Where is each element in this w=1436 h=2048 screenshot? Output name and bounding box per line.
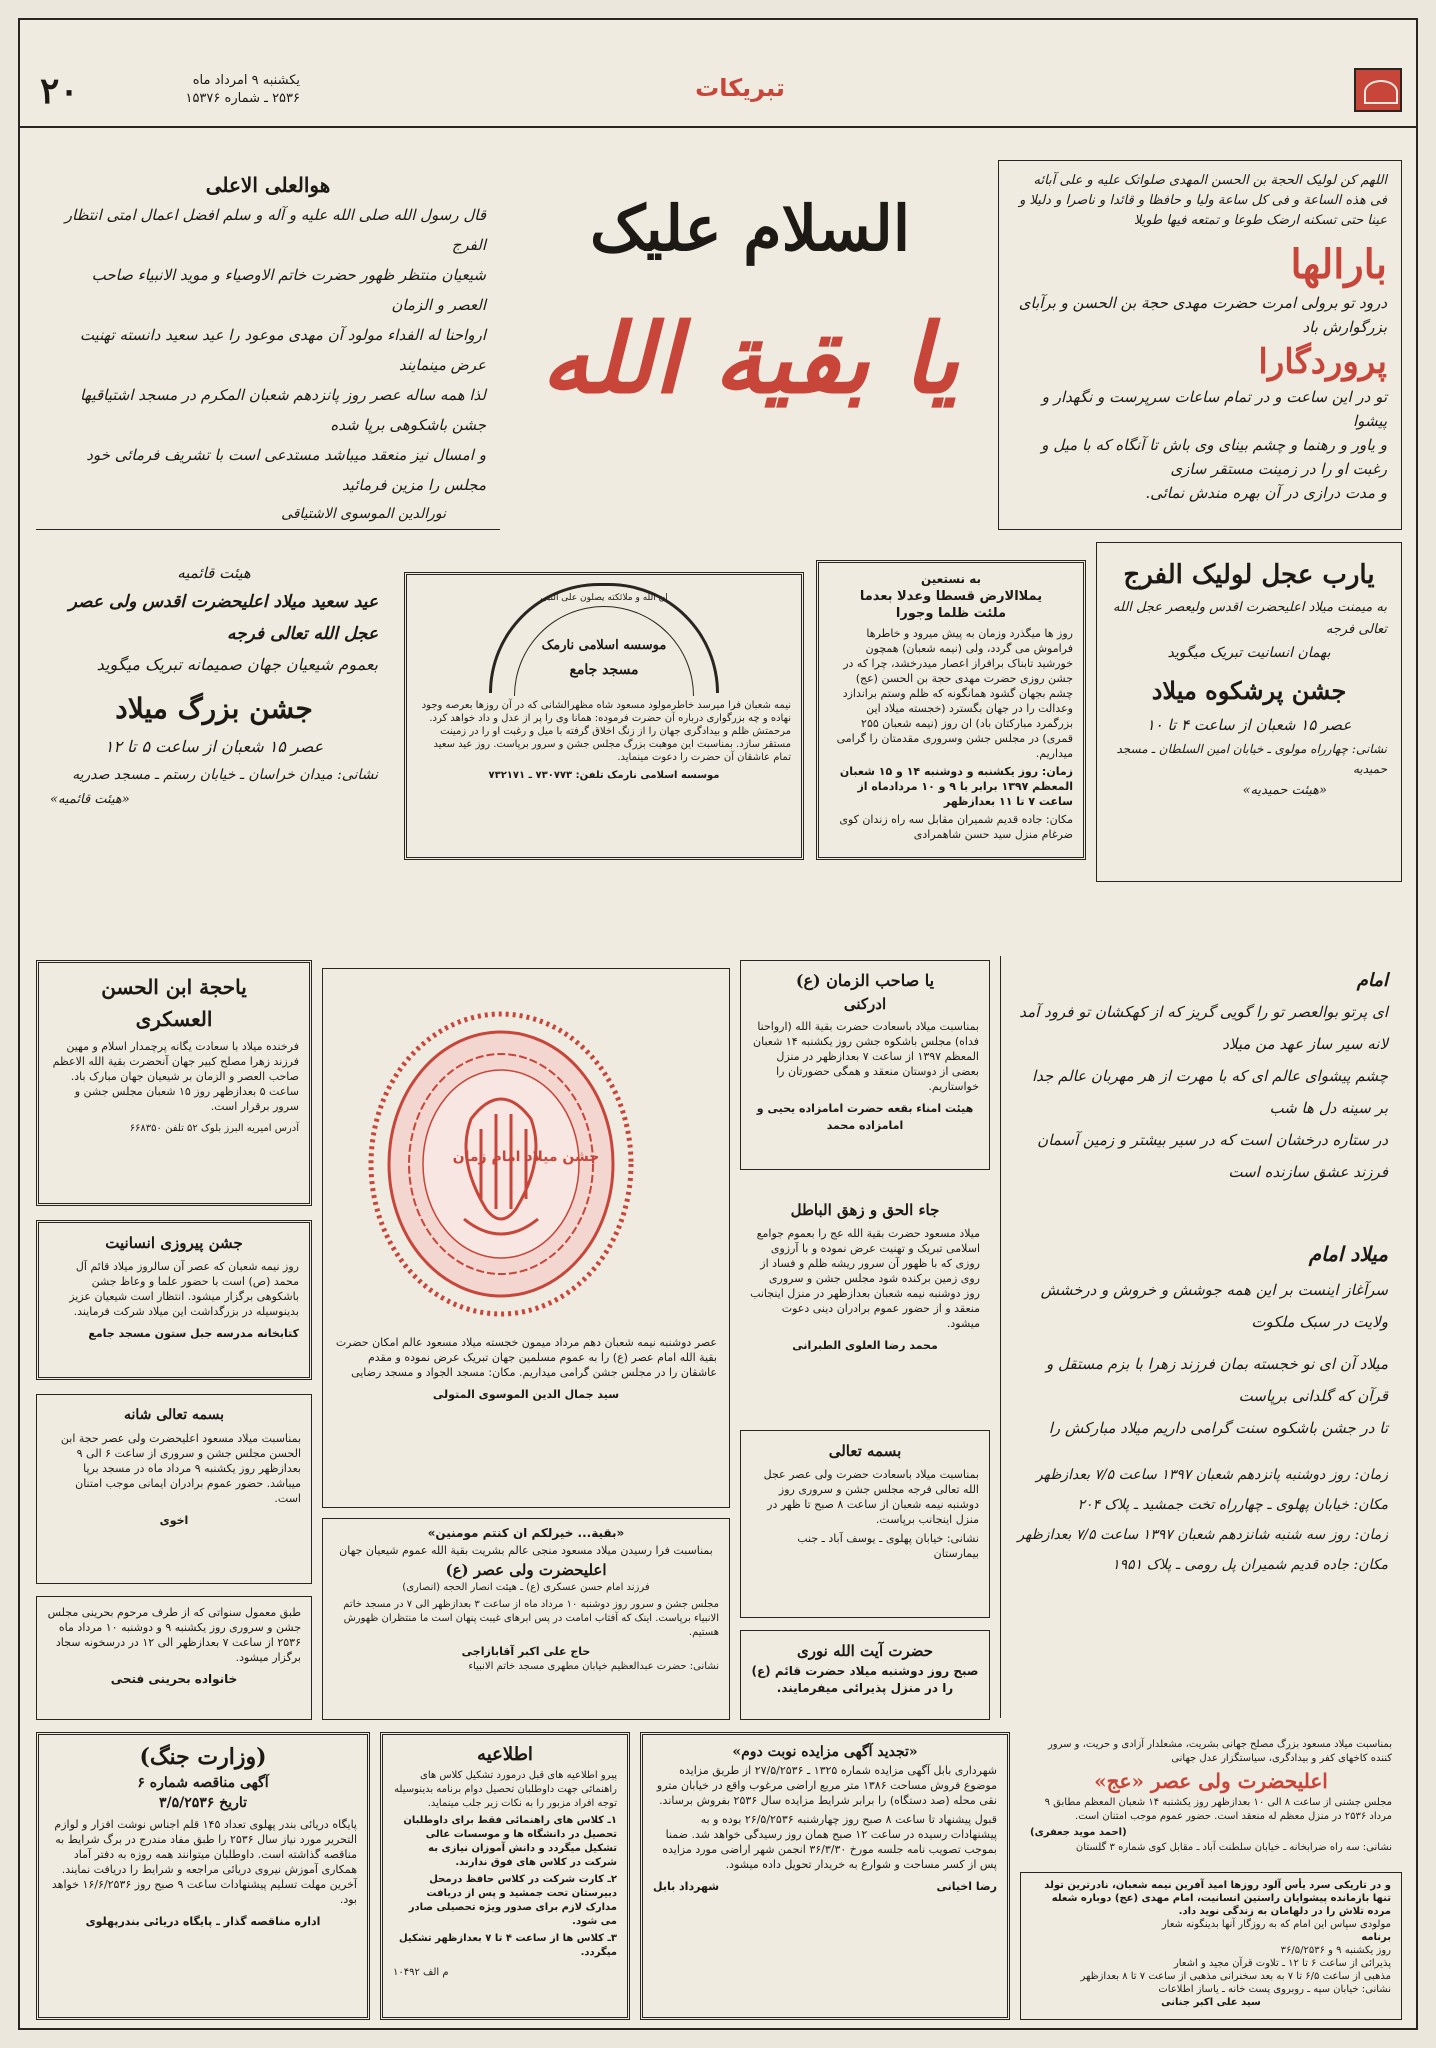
prayer-text: اللهم کن لولیک الحجة بن الحسن المهدی صلواتک علیه و علی آبائه فی هذه الساعة و فی کل ساعة ولیا و حافظا و قائدا و ناصرا و دلیلا و عینا حتی تسکنه ارضک طوعا و تمتعه فیها طویلا <box>1019 173 1387 228</box>
ad-body-6: میلاد آن ای نو خجسته بمان فرزند زهرا با بزم مستقل و قرآن که گلدانی برپاست <box>1046 1355 1388 1405</box>
ad-sign-2: امامزاده محمد <box>826 1119 904 1132</box>
ad-mid-center-top <box>740 960 990 1170</box>
ad-row2-center <box>404 572 804 860</box>
ad-top-center <box>508 160 992 530</box>
ad-lower-right <box>1020 1732 1402 1866</box>
ad-line-2: را در منزل پذیرائی میفرمایند. <box>776 1681 954 1695</box>
section-title: تبریکات <box>695 74 785 102</box>
ad-title: جشن پیروزی انسانیت <box>105 1234 243 1252</box>
prayer-line-3: و یاور و رهنما و چشم بینای وی باش تا آنگاه که با میل و رغبت او را در زمینت مستقر سازی <box>1041 436 1387 478</box>
ad-place-2: مکان: جاده قدیم شمیران پل رومی ـ پلاک ۱۹۵۱ <box>1112 1557 1388 1573</box>
ad-body: طبق معمول سنواتی که از طرف مرحوم بحرینی مجلس جشن و سروری روز یکشنبه ۹ و دوشنبه ۱۰ مرداد ماه ۲۵۳۶ از ساعت ۷ بعدازظهر الی ۱۲ در درسخونه سجاد برگزار میشود. <box>47 1606 301 1664</box>
arc-text: ان الله و ملائکته یصلون علی النبی <box>540 593 668 603</box>
ad-quote: «بقیة... خیرلکم ان کنتم مومنین» <box>427 1526 625 1540</box>
date-line-2: ۲۵۳۶ ـ شماره ۱۵۳۷۶ <box>185 91 300 106</box>
ad-title: اطلاعیه <box>477 1744 533 1765</box>
ad-place: مکان: جاده قدیم شمیران مقابل سه راه زندان کوی ضرغام منزل سید حسن شاهمرادی <box>839 813 1073 841</box>
ad-body: بمناسبت میلاد مسعود اعلیحضرت ولی عصر حجة ابن الحسن مجلس جشن و سروری از ساعت ۶ الی ۹ بعدازظهر روز یکشنبه ۹ مرداد ماه در مسجد برپا میباشد. حضور عموم برادران ایمانی موجب امتنان است. <box>60 1432 301 1505</box>
ad-lower-center <box>322 1518 730 1720</box>
ad-item-1: ۱ـ کلاس های راهنمائی فقط برای داوطلبان تحصیل در دانشگاه ها و موسسات عالی تشکیل میگردد و دانش آموزان نیازی به شرکت در کلاس های فوق ندارند. <box>403 1815 617 1868</box>
ad-body-7: تا در جشن باشکوه سنت گرامی داریم میلاد مبارکش را <box>1048 1419 1388 1437</box>
ad-bottom-right <box>1020 1872 1402 2020</box>
ad-sign-1: رضا اخیانی <box>936 1880 997 1893</box>
ad-place-1: مکان: خیابان پهلوی ـ چهارراه تخت جمشید ـ پلاک ۲۰۴ <box>1077 1497 1388 1513</box>
ad-sign: خانواده بحرینی فتحی <box>110 1672 238 1686</box>
ad-title-2: میلاد امام <box>1308 1242 1388 1266</box>
ad-body: روز ها میگذرد وزمان به پیش میرود و خاطرها فراموش می گردد، ولی (نیمه شعبان) همچون خورشید تابناک برافراز اعصار میدرخشد، چرا که در جشن روزی حضرت مهدی حجة بن الحسن (عج) چشم بجهان گشود همانگونه که ظلم وستم براندازد وعدالت را در جهان بگسترد (خجسته میلاد این بزرگمرد مبارکتان باد) ان روز (نیمه شعبان ۲۵۵ قمری) در مجلس جشن وسروری مقدمتان را گرامی میداریم. <box>836 627 1073 760</box>
ad-sign: محمد رضا العلوی الطبرانی <box>792 1339 938 1352</box>
ad-title: یارب عجل لولیک الفرج <box>1123 560 1375 590</box>
ad-sign: اخوی <box>159 1514 189 1527</box>
ad-title: یا صاحب الزمان (ع) <box>795 971 935 990</box>
ad-body-3: در ستاره درخشان است که در سیر بیشتر و زمین آسمان فرزند عشق سازنده است <box>1037 1131 1388 1181</box>
ad-sign: (احمد موید جعفری) <box>1030 1827 1127 1838</box>
ad-time: عصر ۱۵ شعبان از ساعت ۴ تا ۱۰ <box>1146 716 1352 734</box>
ad-heading: هیئت قائمیه <box>177 564 251 582</box>
ad-sign: سید جمال الدین الموسوی المتولی <box>432 1388 620 1401</box>
ad-mid-center-4 <box>740 1630 990 1720</box>
ad-mid-center-2 <box>740 1190 990 1420</box>
ad-sign: حاج علی اکبر آقابازاجی <box>461 1645 591 1658</box>
ad-title: اعلیحضرت ولی عصر «عج» <box>1094 1769 1328 1793</box>
ad-intro: و در تاریکی سرد یأس آلود روزها امید آفرین نیمه شعبان، نادرترین تولد تنها بازمانده پیشوایان راستین انسانیت، امام مهدی (عج) دوباره شعله مرده تلاش را در دلهامان به زندگی نوید داد. <box>1044 1880 1391 1917</box>
ad-line-2: شیعیان منتظر ظهور حضرت خاتم الاوصیاء و موید الانبیاء صاحب العصر و الزمان <box>91 266 486 314</box>
ad-line-5: و امسال نیز منعقد میباشد مستدعی است با تشریف فرمائی خود مجلس را مزین فرمائید <box>86 446 486 494</box>
ad-time-1: زمان: روز دوشنبه پانزدهم شعبان ۱۳۹۷ ساعت ۷/۵ بعدازظهر <box>1036 1467 1388 1483</box>
ad-row2-left <box>36 550 392 870</box>
ornament-label: جشن میلاد امام زمان <box>452 1149 600 1165</box>
ad-time: زمان: روز یکشنبه و دوشنبه ۱۴ و ۱۵ شعبان المعظم ۱۳۹۷ برابر با ۹ و ۱۰ مردادماه از ساعت ۷ تا ۱۱ بعدازظهر <box>839 765 1073 808</box>
ad-title: اعلیحضرت ولی عصر (ع) <box>445 1561 607 1579</box>
ad-title: بسمه تعالی شانه <box>124 1407 224 1423</box>
ad-signature: نورالدین الموسوی الاشتیاقی <box>281 506 446 522</box>
ad-title: جاء الحق و زهق الباطل <box>790 1201 940 1219</box>
ad-bottom-left <box>36 1732 370 2020</box>
ad-line-3: ارواحنا له الفداء مولود آن مهدی موعود را عید سعید دانسته تهنیت عرض مینمایند <box>79 326 486 374</box>
ad-mid-right <box>1000 956 1402 1718</box>
masthead <box>20 20 1416 128</box>
ad-program: برنامه <box>1361 1932 1391 1943</box>
ad-sign: «هیئت قائمیه» <box>50 792 130 807</box>
ad-quote-2: ملئت ظلما وجورا <box>895 606 1007 621</box>
mosque-name: مسجد جامع <box>569 662 639 678</box>
ad-sign: «هیئت حمیدیه» <box>1242 783 1327 798</box>
ad-mid-left-1 <box>36 960 312 1206</box>
ad-body: میلاد مسعود حضرت بقیة الله عج را بعموم جوامع اسلامی تبریک و تهنیت عرض نموده و با آرزوی روزی که با ظهور آن سرور ریشه ظلم و فساد از روی زمین برکنده شود مجلس جشن و سروری روز دوشنبه نیمه شعبان بعدازظهر در منزل اینجانب منعقد و از حضور عموم برادران دینی دعوت میشود. <box>750 1227 980 1330</box>
title-barilaha: بارالها <box>1290 241 1387 288</box>
ad-line-1: به میمنت میلاد اعلیحضرت اقدس ولیعصر عجل الله تعالی فرجه <box>1113 600 1387 637</box>
newspaper-logo-icon <box>1354 68 1402 112</box>
ad-body: شهرداری بابل آگهی مزایده شماره ۱۳۲۵ ـ ۲۷/۵/۲۵۳۶ از طریق مزایده موضوع فروش مساحت ۱۳۸۶ متر مربع اراضی مرغوب واقع در خیابان مترو نقی محله (صد دستگاه) را برابر شرایط مزایده سال ۲۵۳۶ بفروش برساند. <box>656 1764 997 1807</box>
ad-address: نشانی: سه راه ضرابخانه ـ خیابان سلطنت آباد ـ مقابل کوی شماره ۳ گلستان <box>1075 1842 1392 1853</box>
prayer-line-4: و مدت درازی در آن بهره مندش نمائی. <box>1145 484 1387 502</box>
ad-line-2: بعموم شیعیان جهان صمیمانه تبریک میگوید <box>96 655 378 674</box>
ad-body: روز نیمه شعبان که عصر آن سالروز میلاد قائم آل محمد (ص) است با حضور علما و وعاظ جشن باشکوهی برگزار میشود. انتظار است شیعیان عزیز بدینوسیله در بزرگداشت این میلاد شرکت فرمایند. <box>69 1260 299 1318</box>
big-title-ya-baqiyatallah: یا بقیة الله <box>541 302 959 415</box>
ad-item-3: ۳ـ کلاس ها از ساعت ۴ تا ۷ بعدازظهر تشکیل میگردد. <box>398 1933 617 1958</box>
ad-body: مولودی سپاس این امام که به روزگار آنها بدینگونه شعار <box>1161 1919 1391 1930</box>
ad-item-2: ۲ـ کارت شرکت در کلاس حافظ درمحل دبیرستان تحت جمشید و پس از دریافت مدارک لازم برای صدور ویژه تحصیلی صادر می شود. <box>408 1874 617 1927</box>
ad-item-1: روز یکشنبه ۹ و ۳۶/۵/۲۵۳۶ <box>1280 1945 1391 1956</box>
ad-row2-center-right <box>816 560 1086 860</box>
ad-bottom-center-left <box>380 1732 630 2020</box>
ad-body-1: ای پرتو بوالعصر تو را گویی گریز که از کهکشان تو فرود آمد لانه سیر ساز عهد من میلاد <box>1019 1003 1388 1053</box>
ad-body: بمناسبت میلاد باسعادت حضرت ولی عصر عجل الله تعالی فرجه مجلس جشن و سروری روز دوشنبه نیمه شعبان از ساعت ۸ صبح تا ظهر در منزل اینجانب برپاست. <box>763 1468 979 1526</box>
ad-body: پایگاه دریائی بندر پهلوی تعداد ۱۴۵ قلم اجناس نوشت افزار و لوازم التحریر مورد نیاز سال ۲۵۳۶ را طبق مفاد مندرج در برگ شرایط به مناقصه گذاشته است. داوطلبان میتوانند همه روزه به دفتر آماد همکاری آموزش نیروی دریائی مراجعه و شرایط را دریافت نمایند. آخرین مهلت تسلیم پیشنهادات ساعت ۹ صبح روز ۱۶/۶/۲۵۳۶ خواهد بود. <box>51 1818 357 1906</box>
ad-row2-right <box>1096 542 1402 882</box>
page-number: ۲۰ <box>40 70 79 112</box>
ad-address: نشانی: خیابان پهلوی ـ یوسف آباد ـ جنب بیمارستان <box>797 1532 979 1560</box>
ad-body: پیرو اطلاعیه های قبل درمورد تشکیل کلاس های راهنمائی جهت داوطلبان تحصیل دوام برنامه بدینوسیله توجه افراد مزبور را به نکات زیر جلب مینماید. <box>394 1770 617 1809</box>
ad-quote-1: یملاالارض قسطا وعدلا بعدما <box>859 589 1043 604</box>
ad-sign-2: شهرداد بابل <box>653 1880 720 1893</box>
ad-time: عصر ۱۵ شعبان از ساعت ۵ تا ۱۲ <box>104 737 324 756</box>
ad-title: (وزارت جنگ) <box>139 1744 267 1770</box>
ad-ornament <box>322 968 730 1508</box>
ad-title: بسمه تعالی <box>828 1442 902 1460</box>
ad-address: نشانی: چهارراه مولوی ـ خیابان امین السلطان ـ مسجد حمیدیه <box>1116 742 1387 776</box>
ad-line-1: صبح روز دوشنبه میلاد حضرت قائم (ع) <box>751 1664 979 1678</box>
ad-signatures <box>653 1878 997 1895</box>
ad-address: نشانی: حضرت عبدالعظیم خیابان مطهری مسجد خاتم الانبیاء <box>468 1661 719 1672</box>
ad-body: بمناسبت میلاد باسعادت حضرت بقیة الله (ارواحنا فداه) مجلس باشکوه جشن روز یکشنبه ۱۴ شعبان المعظم ۱۳۹۷ از ساعت ۷ بعدازظهر در منزل بعضی از دوستان منعقد و همگی حضورتان را خواستاریم. <box>753 1020 979 1093</box>
ad-sign: م الف ۱۰۴۹۲ <box>393 1967 449 1978</box>
ad-sign: سید علی اکبر جنانی <box>1161 1997 1261 2008</box>
prayer-line-1: درود تو برولی امرت حضرت مهدی حجة بن الحسن و برآبای بزرگوارش باد <box>1018 294 1387 336</box>
mosque-emblem-icon <box>489 583 719 693</box>
ad-bottom-center-right <box>640 1732 1010 2020</box>
ad-title-1: یاحجة ابن الحسن <box>101 975 247 999</box>
ad-time-2: زمان: روز سه شنبه شانزدهم شعبان ۱۳۹۷ ساعت ۷/۵ بعدازظهر <box>1017 1527 1388 1543</box>
ad-top-right <box>998 160 1402 530</box>
ad-sign: اداره مناقصه گذار ـ پایگاه دریائی بندرپهلوی <box>85 1915 321 1928</box>
ad-body: مجلس جشنی از ساعت ۸ الی ۱۰ بعدازظهر روز یکشنبه ۱۴ شعبان المعظم مطابق ۹ مرداد ۲۵۳۶ در منزل معظم له منعقد است. حضور عموم موجب امتنان است. <box>1044 1797 1392 1822</box>
ad-sub: فرزند امام حسن عسکری (ع) ـ هیئت انصار الحجه (انصاری) <box>402 1582 650 1593</box>
emblem-title: موسسه اسلامی نارمک <box>541 638 667 653</box>
ad-sign: موسسه اسلامی نارمک تلفن: ۷۳۰۷۷۳ ـ ۷۳۲۱۷۱ <box>488 770 720 781</box>
ad-pre: به نستعین <box>920 572 982 586</box>
ad-body-5: ولایت در سبک ملکوت <box>1251 1313 1388 1331</box>
ad-body-2: مجلس جشن و سرور روز دوشنبه ۱۰ مرداد ماه از ساعت ۳ بعدازظهر الی ۷ در مسجد خاتم الانبیاء برپاست. اینک که آفتاب امامت در پس ابرهای غیبت پنهان است ما منتظران ظهورش هستیم. <box>343 1599 719 1638</box>
ad-intro: بمناسبت میلاد مسعود بزرگ مصلح جهانی بشریت، مشعلدار آزادی و حریت، و سرور کننده کاخهای کفر و بیدادگری، سیاستگزار عدل جهانی <box>1047 1739 1392 1764</box>
prayer-line-2: تو در این ساعت و در تمام ساعات سرپرست و نگهدار و پیشوا <box>1041 388 1387 430</box>
ad-body: بمناسبت فرا رسیدن میلاد مسعود منجی عالم بشریت بقیة الله عموم شیعیان جهان <box>339 1544 713 1557</box>
ad-address: آدرس امیریه البرز بلوک ۵۲ تلفن ۶۶۸۳۵۰ <box>129 1123 299 1134</box>
ad-line-1: قال رسول الله صلی الله علیه و آله و سلم افضل اعمال امتی انتظار الفرج <box>64 206 486 254</box>
ad-title: امام <box>1356 970 1388 991</box>
ad-title: حضرت آیت الله نوری <box>796 1642 934 1660</box>
ad-body-4: سرآغاز اینست بر این همه جوشش و خروش و درخشش <box>1040 1281 1388 1299</box>
ad-body: نیمه شعبان فرا میرسد خاطرمولود مسعود شاه مظهرالشانی که در آن روزها بعرصه وجود نهاده و چه بزرگواری درباره آن حضرت فرموده: همانا وی را پر از عدل و داد خواهد کرد. مرحمتش ظلم و بیدادگری جهان را از زنگ اخلاق گرفته با میل و رغبت او را در زمینت مستقر سازد. بمناسبت این موهبت بزرگ مجلس جشن و سرور برپاست. روز عید سعید تمام عاشقان آن حضرت را دعوت مینماید. <box>421 700 791 763</box>
ad-sub-1: آگهی مناقصه شماره ۶ <box>137 1775 269 1791</box>
ad-top-left <box>36 160 500 530</box>
ad-body: فرخنده میلاد با سعادت یگانه پرچمدار اسلام و مهین فرزند زهرا مصلح کبیر جهان آنحضرت بقیة الله الاعظم صاحب العصر و الزمان بر شیعیان جهان مبارک باد. ساعت ۵ بعدازظهر روز ۱۵ شعبان مجلس جشن و سرور برقرار است. <box>52 1040 299 1113</box>
ad-subtitle: ادرکنی <box>843 995 887 1013</box>
date-line-1: یکشنبه ۹ امرداد ماه <box>192 73 300 88</box>
date-line <box>100 72 300 108</box>
ad-mid-left-2 <box>36 1220 312 1380</box>
ad-sign: کتابخانه مدرسه جبل ستون مسجد جامع <box>88 1327 299 1340</box>
newspaper-page <box>18 18 1418 2030</box>
ad-sub-2: تاریخ ۳/۵/۲۵۳۶ <box>158 1795 248 1811</box>
ad-event: جشن پرشکوه میلاد <box>1151 676 1347 705</box>
ad-address: نشانی: میدان خراسان ـ خیابان رستم ـ مسجد صدریه <box>72 767 378 783</box>
ad-mid-left-4 <box>36 1596 312 1720</box>
ad-line-1: عید سعید میلاد اعلیحضرت اقدس ولی عصر عجل الله تعالی فرجه <box>68 592 378 644</box>
ad-body-2: چشم پیشوای عالم ای که با مهرت از هر مهربان عالم جدا بر سینه دل ها شب <box>1031 1067 1388 1117</box>
ad-line-4: لذا همه ساله عصر روز پانزدهم شعبان المکرم در مسجد اشتیاقیها جشن باشکوهی برپا شده <box>79 386 486 434</box>
greeting-salam: السلام علیک <box>589 192 911 265</box>
ad-mid-left-3 <box>36 1394 312 1584</box>
ad-item-2: پذیرائی از ساعت ۶ تا ۱۲ ـ تلاوت قرآن مجید و اشعار <box>1173 1958 1391 1969</box>
ad-item-3: مذهبی از ساعت ۶/۵ تا ۷ به بعد سخنرانی مذهبی از ساعت ۷ تا ۸ بعدازظهر <box>1080 1971 1391 1982</box>
ad-mid-center-3 <box>740 1430 990 1618</box>
ad-address: نشانی: خیابان سپه ـ روبروی پست خانه ـ یاساز اطلاعات <box>1158 1984 1391 1995</box>
ad-sign-1: هیئت امناء بقعه حضرت امامزاده یحیی و <box>756 1102 974 1115</box>
ad-line-2: بهمان انسانیت تبریک میگوید <box>1167 645 1331 661</box>
ad-body-2: قبول پیشنهاد تا ساعت ۸ صبح روز چهارشنبه ۲۶/۵/۲۵۳۶ بوده و به پیشنهادات رسیده در ساعت ۱۲ صبح همان روز رسیدگی خواهد شد. ضمنا بموجب تصویب نامه جلسه مورخ ۳۶/۳/۳۰ انجمن شهر اراضی مورد مزایده پس از کسر مساحت و شوارع به خریدار تحویل داده میشود. <box>662 1813 997 1871</box>
ad-event: جشن بزرگ میلاد <box>115 692 313 725</box>
ad-body: عصر دوشنبه نیمه شعبان دهم مرداد میمون خجسته میلاد مسعود عالم امکان حضرت بقیة الله امام عصر (ع) را به عموم مسلمین جهان تبریک عرض نموده و مقدم عاشقان را در مجلس جشن گرامی میداریم. مکان: مسجد الجواد و مسجد رضایی <box>335 1336 717 1379</box>
ad-title-2: العسکری <box>135 1007 213 1031</box>
title-parvardegara: پروردگارا <box>1258 342 1387 382</box>
ad-heading: هوالعلی الاعلی <box>205 173 331 197</box>
ad-title: «تجدید آگهی مزایده نوبت دوم» <box>732 1744 918 1760</box>
